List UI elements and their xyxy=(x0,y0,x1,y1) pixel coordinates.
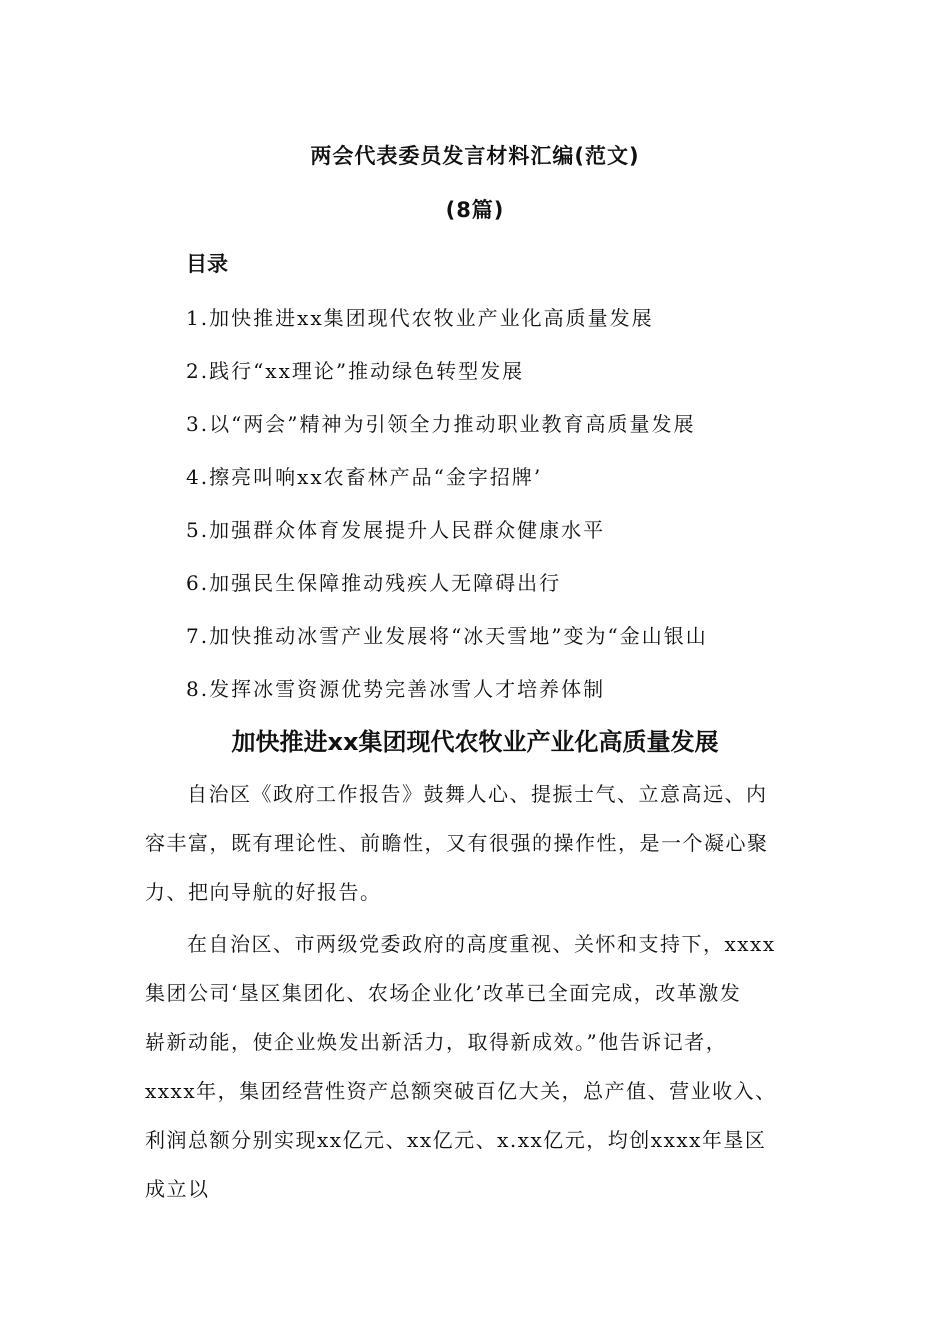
paragraph-2 xyxy=(145,920,800,1214)
paragraph-line: 集团公司‘垦区集团化、农场企业化’改革已全面完成，改革激发 xyxy=(145,981,742,1005)
toc-item[interactable]: 5.加强群众体育发展提升人民群众健康水平 xyxy=(186,518,606,542)
toc-item[interactable]: 7.加快推动冰雪产业发展将“冰天雪地”变为“金山银山 xyxy=(186,624,708,648)
paragraph-line: 成立以 xyxy=(145,1177,210,1201)
paragraph-1 xyxy=(145,770,800,917)
toc-item[interactable]: 8.发挥冰雪资源优势完善冰雪人才培养体制 xyxy=(186,677,606,701)
paragraph-line: 自治区《政府工作报告》鼓舞人心、提振士气、立意高远、内 xyxy=(187,782,768,806)
paragraph-line: xxxx年，集团经营性资产总额突破百亿大关，总产值、营业收入、 xyxy=(145,1079,777,1103)
toc-heading: 目录 xyxy=(186,252,228,276)
toc-item[interactable]: 4.擦亮叫响xx农畜林产品“金字招牌’ xyxy=(186,465,543,489)
paragraph-line: 力、把向导航的好报告。 xyxy=(145,880,382,904)
toc-item[interactable]: 3.以“两会”精神为引领全力推动职业教育高质量发展 xyxy=(186,412,696,436)
document-title: 两会代表委员发言材料汇编(范文) xyxy=(310,144,640,168)
paragraph-line: 在自治区、市两级党委政府的高度重视、关怀和支持下，xxxx xyxy=(187,932,776,956)
paragraph-line: 容丰富，既有理论性、前瞻性，又有很强的操作性，是一个凝心聚 xyxy=(145,831,769,855)
section-title: 加快推进xx集团现代农牧业产业化高质量发展 xyxy=(231,728,719,756)
document-subtitle: (8篇) xyxy=(445,198,505,222)
paragraph-line: 利润总额分别实现xx亿元、xx亿元、x.xx亿元，均创xxxx年垦区 xyxy=(145,1128,767,1152)
toc-item[interactable]: 1.加快推进xx集团现代农牧业产业化高质量发展 xyxy=(186,306,654,330)
toc-item[interactable]: 6.加强民生保障推动残疾人无障碍出行 xyxy=(186,571,562,595)
toc-item[interactable]: 2.践行“xx理论”推动绿色转型发展 xyxy=(186,359,525,383)
paragraph-line: 崭新动能，使企业焕发出新活力，取得新成效。”他告诉记者， xyxy=(145,1030,728,1054)
